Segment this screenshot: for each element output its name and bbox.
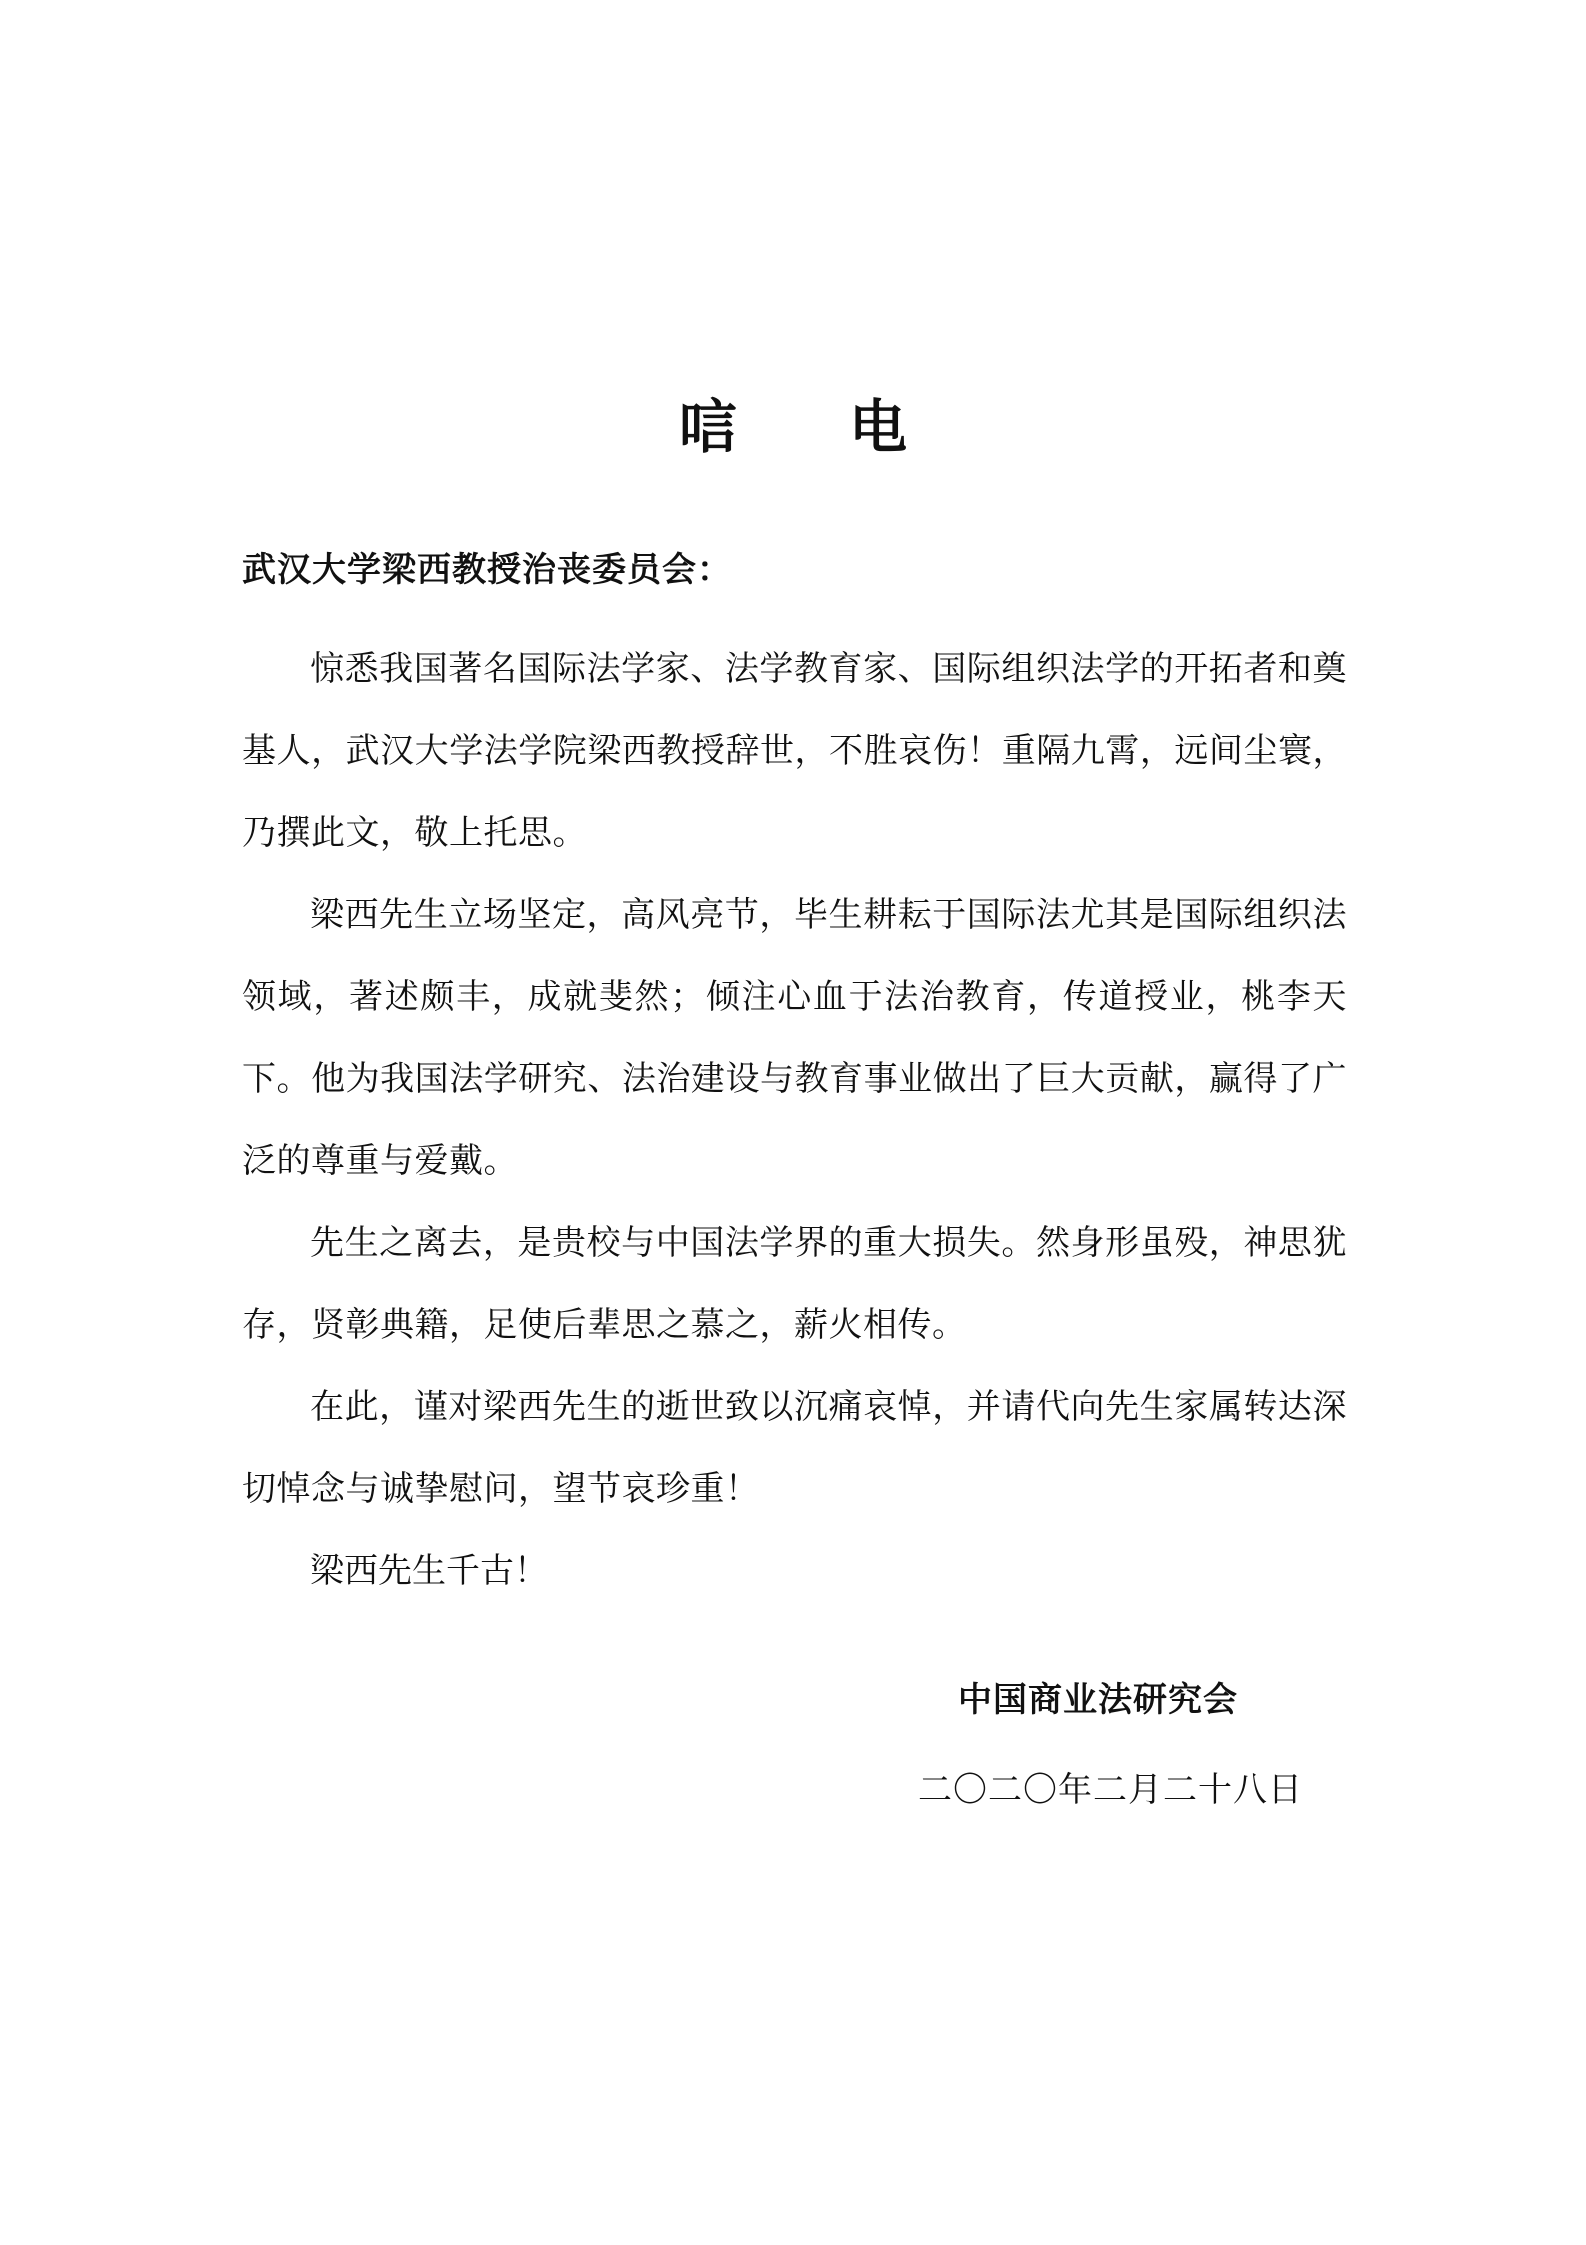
- body-paragraph-4: 在此，谨对梁西先生的逝世致以沉痛哀悼，并请代向先生家属转达深切悼念与诚挚慰问，望节哀珍重！: [242, 1387, 1347, 1509]
- letter-addressee: 武汉大学梁西教授治丧委员会：: [242, 550, 732, 590]
- letter-title: 唁电: [678, 393, 1019, 461]
- body-paragraph-1: 惊悉我国著名国际法学家、法学教育家、国际组织法学的开拓者和奠基人，武汉大学法学院梁西教授辞世，不胜哀伤！重隔九霄，远间尘寰，乃撰此文，敬上托思。: [242, 649, 1347, 853]
- letter-body: [242, 628, 1347, 1612]
- body-paragraph-2: 梁西先生立场坚定，高风亮节，毕生耕耘于国际法尤其是国际组织法领域，著述颇丰，成就斐然；倾注心血于法治教育，传道授业，桃李天下。他为我国法学研究、法治建设与教育事业做出了巨大贡献，赢得了广泛的尊重与爱戴。: [242, 895, 1347, 1181]
- letter-closing: 梁西先生千古！: [310, 1551, 548, 1591]
- body-paragraph-3: 先生之离去，是贵校与中国法学界的重大损失。然身形虽殁，神思犹存，贤彰典籍，足使后辈思之慕之，薪火相传。: [242, 1223, 1347, 1345]
- letter-date: 二〇二〇年二月二十八日: [918, 1770, 1303, 1810]
- letter-signature: 中国商业法研究会: [958, 1680, 1238, 1720]
